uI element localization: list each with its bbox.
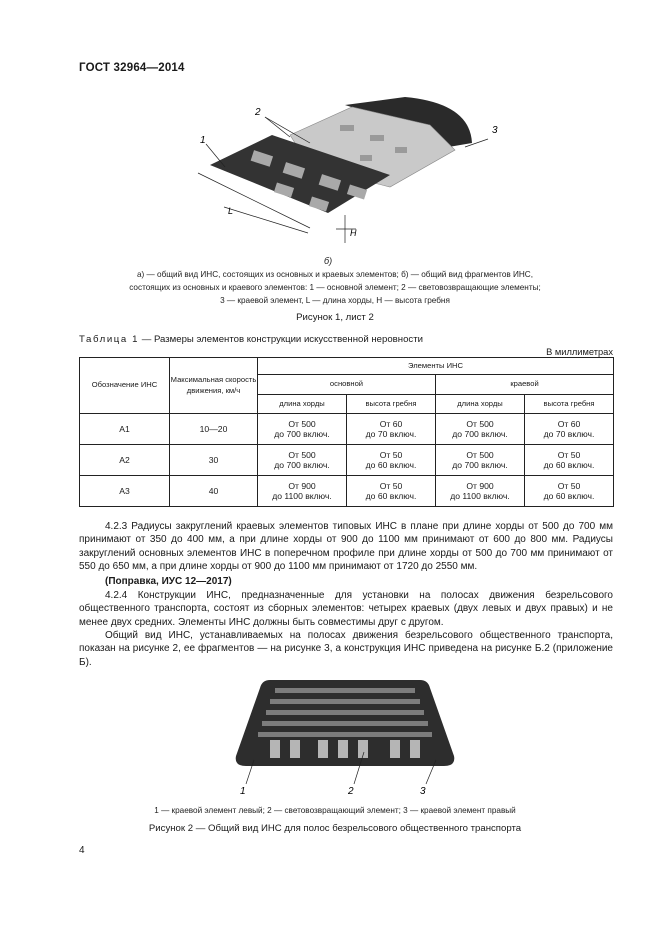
header-main: основной	[258, 375, 436, 395]
cell-main-chord	[258, 414, 347, 445]
cell-line: до 700 включ.	[274, 460, 330, 470]
header-edge-chord: длина хорды	[436, 395, 525, 414]
cell-main-chord	[258, 445, 347, 476]
cell-edge-chord	[436, 476, 525, 507]
figure-2-label-1: 1	[240, 786, 246, 797]
figure-2-legend: 1 — краевой элемент левый; 2 — световозвращающий элемент; 3 — краевой элемент правый	[154, 806, 516, 815]
cell-main-height	[347, 445, 436, 476]
paragraph-4-2-4: 4.2.4 Конструкции ИНС, предназначенные для установки на полосах движения безрельсового общественного транспорта, состоят из сборных элементов: четырех краевых (двух левых и двух правых) и не менее двух средних. Элементы ИНС должны быть совместимы друг с другом.	[79, 590, 613, 628]
cell-line: до 1100 включ.	[272, 491, 332, 501]
cell-line: до 700 включ.	[274, 429, 330, 439]
cell-main-height	[347, 476, 436, 507]
figure-1-label-1: 1	[200, 135, 206, 146]
table-1-caption	[79, 334, 423, 345]
table-1	[79, 357, 614, 507]
cell-line: От 500	[288, 418, 316, 429]
cell-speed: 30	[170, 445, 258, 476]
header-edge-height: высота гребня	[525, 395, 614, 414]
cell-edge-height	[525, 414, 614, 445]
cell-speed: 40	[170, 476, 258, 507]
cell-line: до 1100 включ.	[450, 491, 510, 501]
header-designation: Обозначение ИНС	[80, 358, 170, 414]
cell-line: От 50	[379, 480, 403, 491]
cell-line: От 500	[466, 418, 494, 429]
figure-1-legend-line-2: состоящих из основных и краевого элементов: 1 — основной элемент; 2 — световозвращающие элементы;	[129, 283, 541, 292]
cell-line: От 900	[466, 480, 494, 491]
cell-line: до 60 включ.	[543, 460, 595, 470]
cell-line: От 50	[557, 480, 581, 491]
header-edge: краевой	[436, 375, 614, 395]
dimension-h-label: H	[350, 228, 357, 238]
cell-line: От 500	[466, 449, 494, 460]
table-1-caption-label: Таблица 1	[79, 334, 140, 345]
figure-1-sublabel: б)	[324, 256, 333, 266]
header-main-height: высота гребня	[347, 395, 436, 414]
cell-line: От 50	[557, 449, 581, 460]
header-max-speed: Максимальная скорость движения, км/ч	[170, 358, 258, 414]
table-row	[80, 476, 614, 507]
table-1-caption-text: — Размеры элементов конструкции искусственной неровности	[139, 334, 423, 345]
cell-line: до 70 включ.	[543, 429, 595, 439]
figure-1-illustration	[170, 95, 500, 255]
figure-1-caption: Рисунок 1, лист 2	[296, 312, 374, 323]
amendment-note: (Поправка, ИУС 12—2017)	[105, 576, 232, 587]
dimension-l-label: L	[228, 206, 234, 216]
cell-designation: А3	[80, 476, 170, 507]
figure-2-label-2: 2	[348, 786, 354, 797]
cell-line: до 60 включ.	[543, 491, 595, 501]
cell-line: От 60	[379, 418, 403, 429]
figure-2-caption: Рисунок 2 — Общий вид ИНС для полос безрельсового общественного транспорта	[148, 823, 522, 834]
standard-title: ГОСТ 32964—2014	[79, 62, 185, 74]
cell-edge-height	[525, 445, 614, 476]
cell-line: до 60 включ.	[365, 460, 417, 470]
page-number: 4	[79, 845, 85, 856]
header-elements: Элементы ИНС	[258, 358, 614, 375]
cell-main-height	[347, 414, 436, 445]
cell-designation: А1	[80, 414, 170, 445]
cell-line: до 60 включ.	[365, 491, 417, 501]
cell-line: От 60	[557, 418, 581, 429]
cell-edge-height	[525, 476, 614, 507]
figure-1-legend-line-3: 3 — краевой элемент, L — длина хорды, H — высота гребня	[220, 296, 450, 305]
table-row	[80, 414, 614, 445]
paragraph-4-2-3: 4.2.3 Радиусы закруглений краевых элементов типовых ИНС в плане при длине хорды от 500 до 700 мм принимают от 350 до 400 мм, а при длине хорды от 900 до 1100 мм принимают от 600 до 800 мм. Радиусы закруглений основных элементов ИНС в поперечном профиле при длине хорды от 500 до 700 мм принимают от 550 до 650 мм, а при длине хорды от 900 до 1100 мм принимают от 1720 до 2550 мм.	[79, 521, 613, 573]
cell-line: до 700 включ.	[452, 429, 508, 439]
figure-2-illustration	[230, 672, 460, 800]
cell-line: до 70 включ.	[365, 429, 417, 439]
paragraph-general-view: Общий вид ИНС, устанавливаемых на полосах движения безрельсового общественного транспорта, показан на рисунке 2, ее фрагментов — на рисунке 3, а конструкция ИНС приведена на рисунке Б.2 (приложение Б).	[79, 630, 613, 668]
header-main-chord: длина хорды	[258, 395, 347, 414]
table-row	[80, 445, 614, 476]
cell-line: От 50	[379, 449, 403, 460]
cell-edge-chord	[436, 445, 525, 476]
cell-line: От 500	[288, 449, 316, 460]
figure-1-label-3: 3	[492, 125, 498, 136]
cell-speed: 10—20	[170, 414, 258, 445]
cell-designation: А2	[80, 445, 170, 476]
figure-1-legend	[95, 268, 575, 307]
cell-line: до 700 включ.	[452, 460, 508, 470]
figure-2-label-3: 3	[420, 786, 426, 797]
figure-1-label-2: 2	[255, 107, 261, 118]
cell-edge-chord	[436, 414, 525, 445]
cell-line: От 900	[288, 480, 316, 491]
cell-main-chord	[258, 476, 347, 507]
table-units: В миллиметрах	[546, 347, 613, 357]
figure-1-legend-line-1: а) — общий вид ИНС, состоящих из основных и краевых элементов; б) — общий вид фрагментов ИНС,	[137, 270, 533, 279]
